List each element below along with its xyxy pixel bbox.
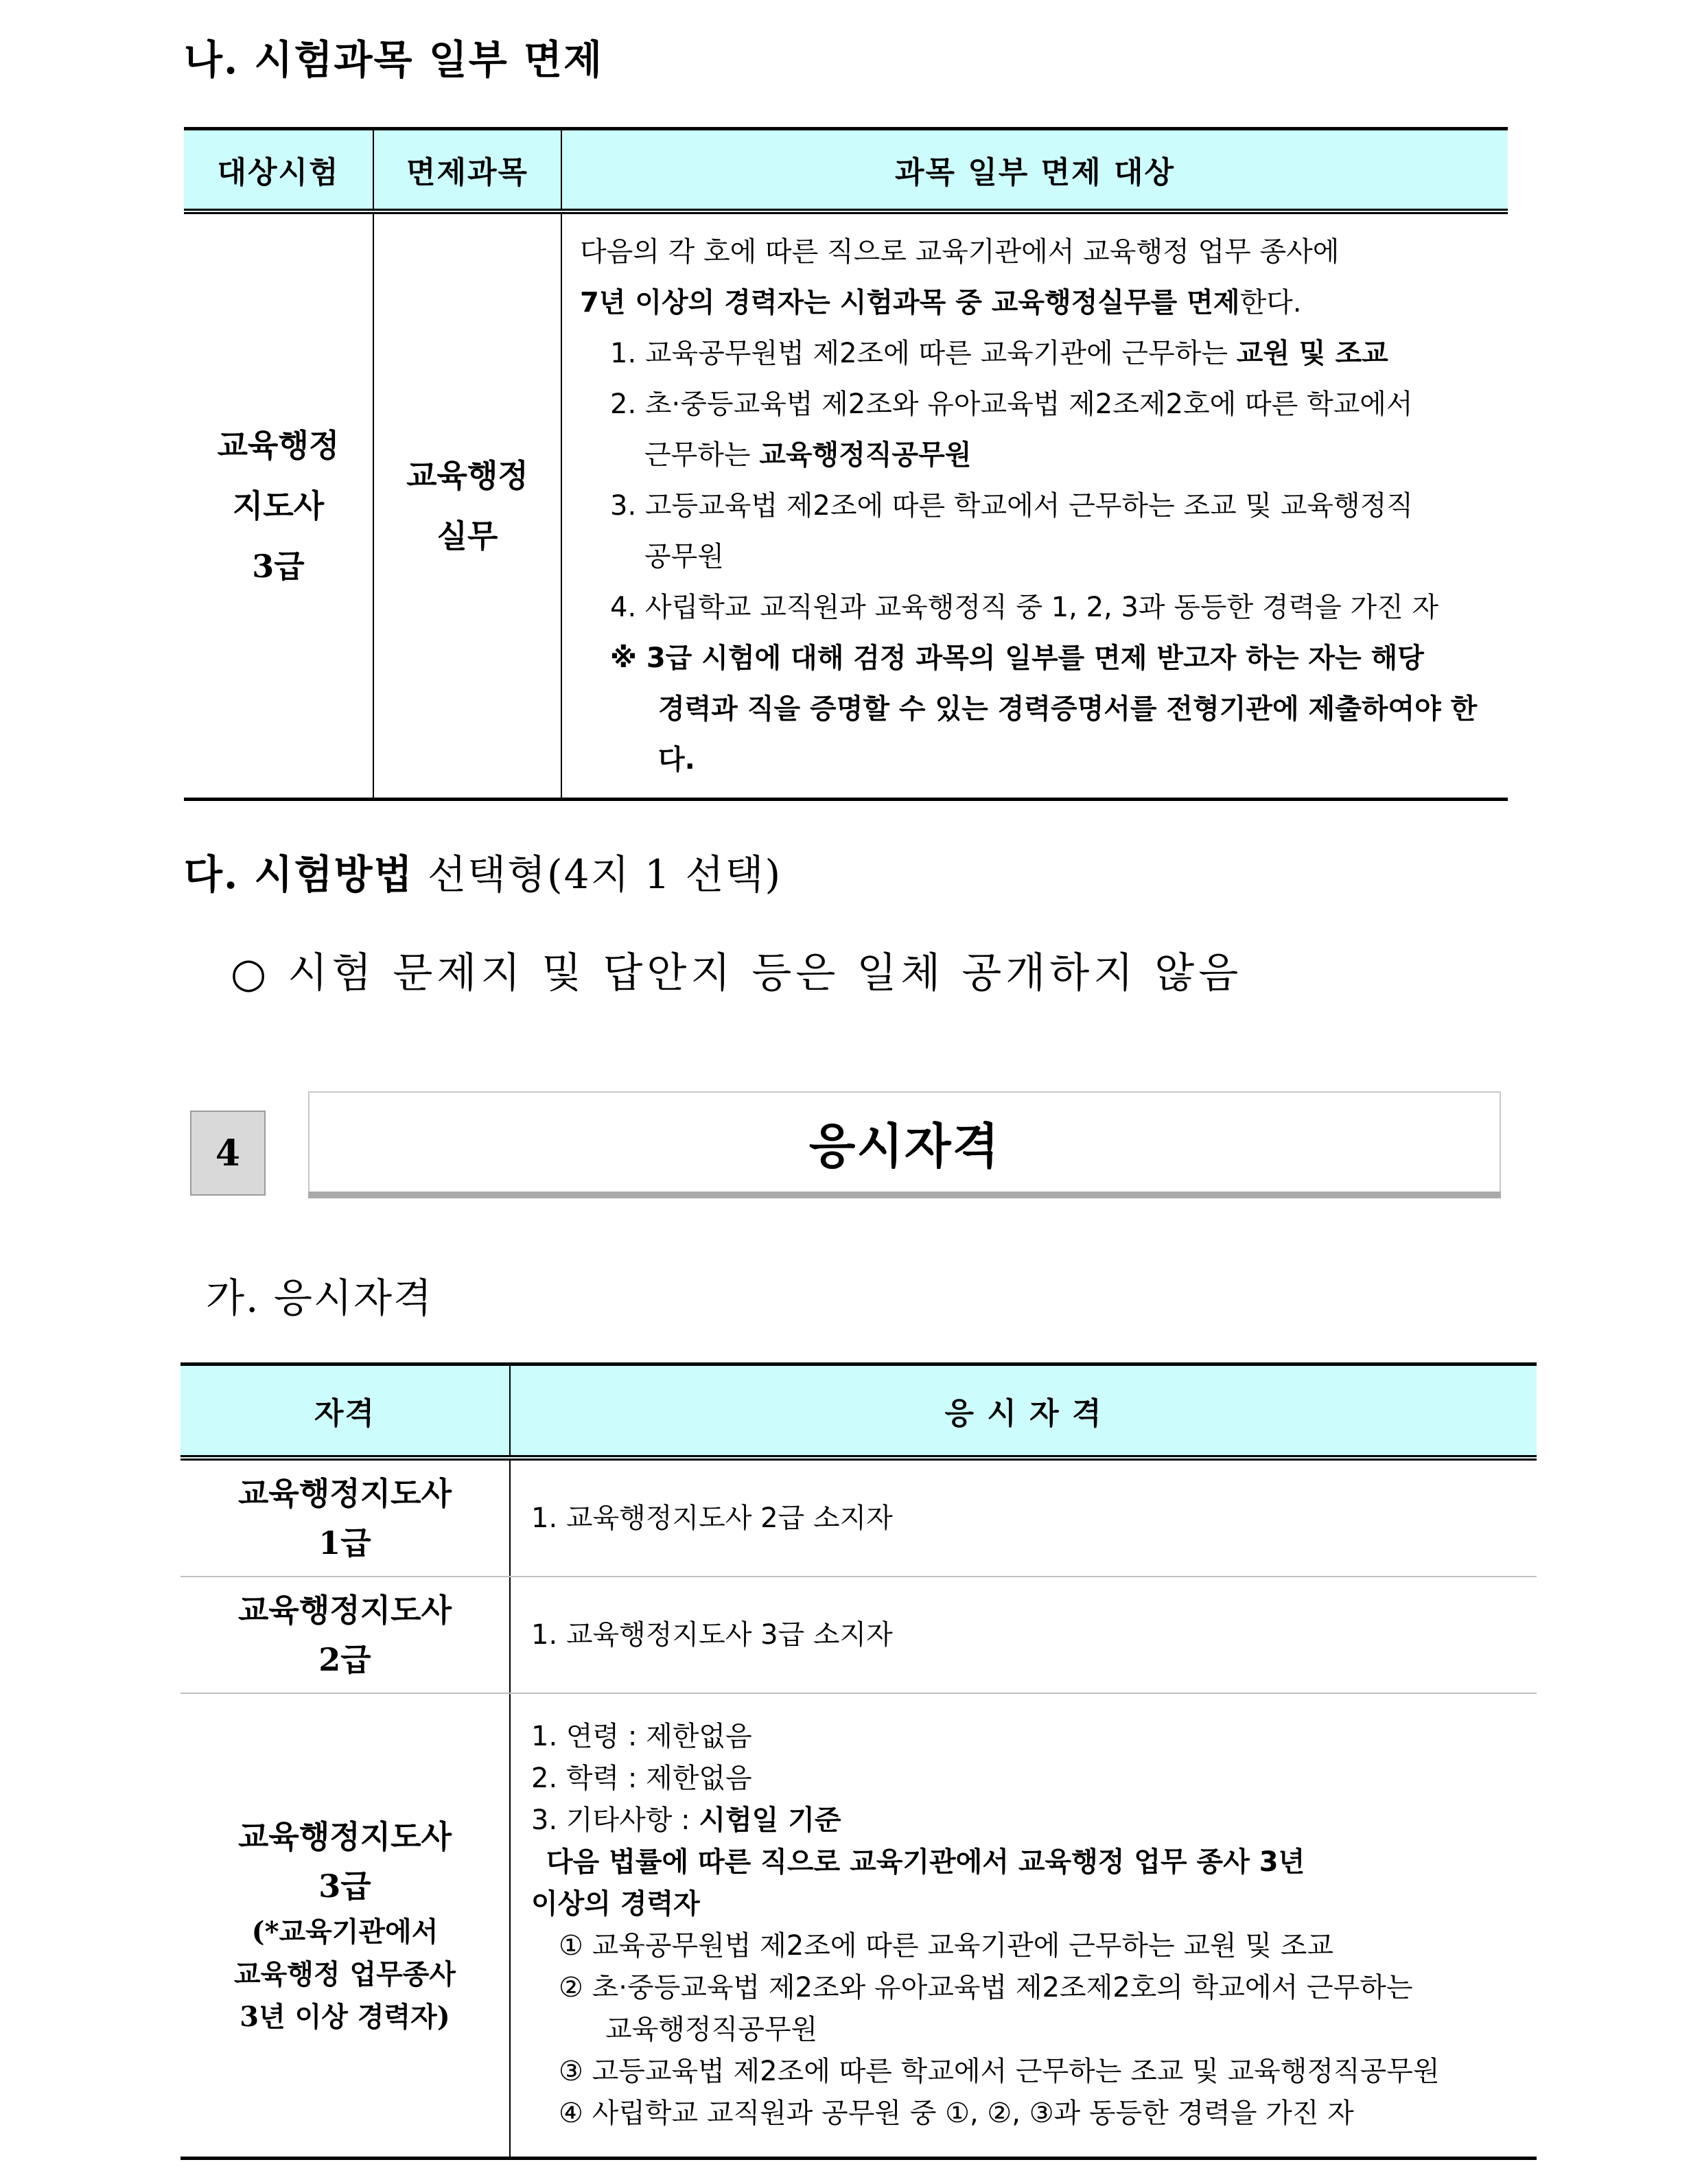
list-item: 근무하는 교육행정직공무원: [644, 439, 972, 471]
eligibility-cell: 1. 교육행정지도사 2급 소지자: [510, 1458, 1537, 1577]
section-na-heading: 나. 시험과목 일부 면제: [184, 36, 604, 83]
note-line: 경력과 직을 증명할 수 있는 경력증명서를 전형기관에 제출하여야 한다.: [658, 693, 1478, 776]
table-row: [184, 211, 1508, 800]
exemption-table: [184, 127, 1508, 801]
table-header-row: [184, 129, 1508, 212]
list-item: 1. 교육공무원법 제2조에 따른 교육기관에 근무하는 교원 및 조교: [610, 338, 1388, 369]
table-row: [180, 1458, 1537, 1577]
exam-cell: 교육행정 지도사 3급: [184, 211, 373, 800]
table-header-row: [180, 1364, 1537, 1459]
column-header: 응 시 자 격: [510, 1364, 1537, 1459]
list-item: 2. 초·중등교육법 제2조와 유아교육법 제2조제2호에 따른 학교에서: [610, 388, 1413, 420]
section-da-heading: 다. 시험방법 선택형(4지 1 선택): [184, 851, 782, 898]
table-row: [180, 1693, 1537, 2159]
eligibility-cell: 1. 연령 : 제한없음 2. 학력 : 제한없음 3. 기타사항 : 시험일 기준 다음 법률에 따른 직으로 교육기관에서 교육행정 업무 종사 3년 이상의 경력자 ① 교육공무원법 제2조에 따른 교육기관에 근무하는 교원 및 조교 ② 초·중등교육법 제2조와 유아교육법 제2조제2호의 학교에서 근무하는 교육행정직공무원 ③ 고등교육법 제2조에 따른 학교에서 근무하는 조교 및 교육행정직공무원 ④ 사립학교 교직원과 공무원 중 ①, ②, ③과 동등한 경력을 가진 자: [510, 1693, 1537, 2159]
eligibility-table: [180, 1362, 1537, 2160]
subject-cell: 교육행정 실무: [373, 211, 561, 800]
intro-line: 7년 이상의 경력자는 시험과목 중 교육행정실무를 면제한다.: [580, 287, 1302, 318]
section-title: 응시자격: [308, 1091, 1501, 1192]
intro-line: 다음의 각 호에 따른 직으로 교육기관에서 교육행정 업무 종사에: [580, 236, 1340, 268]
eligibility-cell: 1. 교육행정지도사 3급 소지자: [510, 1577, 1537, 1693]
column-header: 과목 일부 면제 대상: [561, 129, 1508, 212]
column-header: 대상시험: [184, 129, 373, 212]
qualification-cell: 교육행정지도사 3급 (*교육기관에서 교육행정 업무종사 3년 이상 경력자): [180, 1693, 510, 2159]
list-item: 4. 사립학교 교직원과 교육행정직 중 1, 2, 3과 동등한 경력을 가진 자: [610, 592, 1439, 623]
qualification-cell: 교육행정지도사 2급: [180, 1577, 510, 1693]
column-header: 면제과목: [373, 129, 561, 212]
section-ga-heading: 가. 응시자격: [206, 1275, 434, 1321]
section-title-underline: [308, 1192, 1501, 1198]
list-item: 공무원: [644, 541, 724, 572]
exemption-target-cell: [561, 211, 1508, 800]
column-header: 자격: [180, 1364, 510, 1459]
exam-method-bullet: ○ 시험 문제지 및 답안지 등은 일체 공개하지 않음: [231, 949, 1243, 997]
section-number-box: 4: [190, 1111, 266, 1196]
qualification-cell: 교육행정지도사 1급: [180, 1458, 510, 1577]
note-line: ※ 3급 시험에 대해 검정 과목의 일부를 면제 받고자 하는 자는 해당: [610, 642, 1424, 674]
list-item: 3. 고등교육법 제2조에 따른 학교에서 근무하는 조교 및 교육행정직: [610, 490, 1413, 522]
table-row: [180, 1577, 1537, 1693]
